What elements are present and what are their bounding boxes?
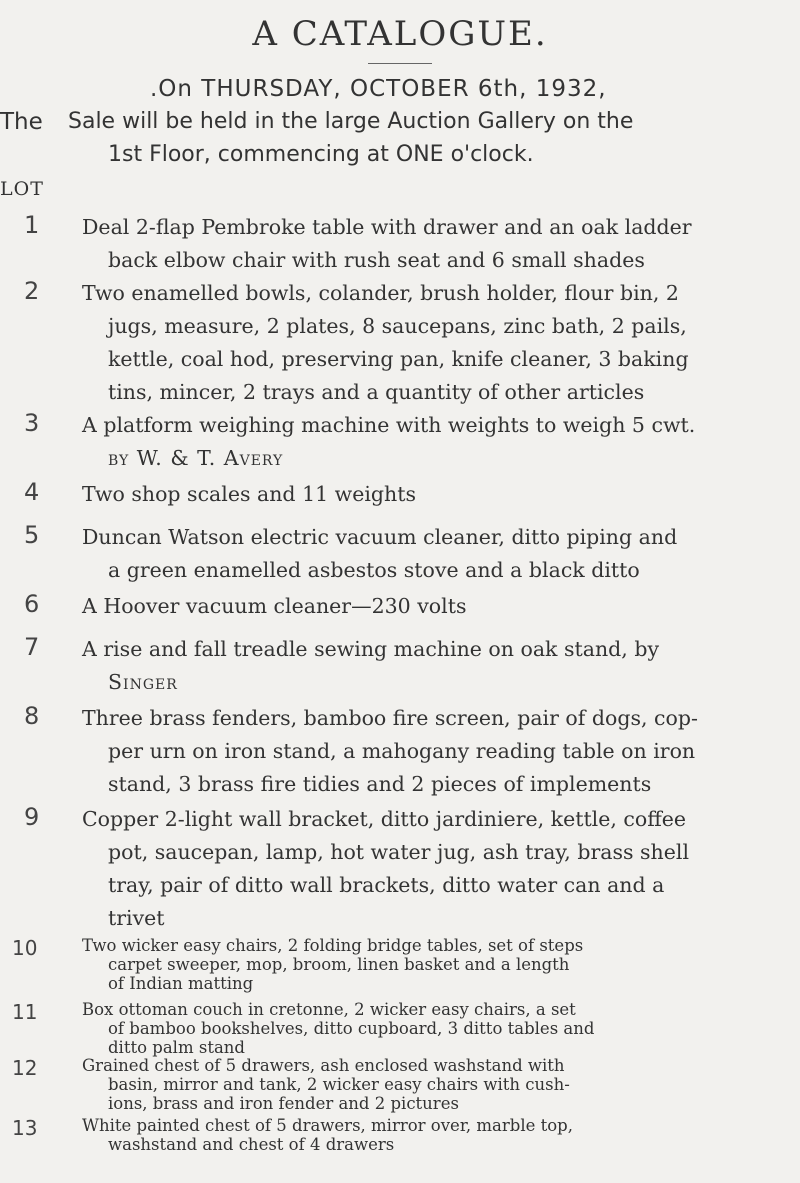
lot-description [82,590,784,623]
lot-line: per urn on iron stand, a mahogany reading table on iron [108,739,696,763]
lot-number: 2 [24,277,40,305]
lot-number: 13 [12,1116,38,1140]
lot-line: basin, mirror and tank, 2 wicker easy chairs with cush- [108,1075,570,1094]
lot-line: carpet sweeper, mop, broom, linen basket and a length [108,955,570,974]
lot-line: Duncan Watson electric vacuum cleaner, ditto piping and [82,525,678,549]
lot-line: A platform weighing machine with weights to weigh 5 cwt. [82,413,696,437]
lot-line: a green enamelled asbestos stove and a black ditto [108,558,640,582]
lot-description [82,1116,784,1154]
lot-description [82,803,784,935]
lot-number: 3 [24,409,40,437]
lot-line: jugs, measure, 2 plates, 8 saucepans, zinc bath, 2 pails, [108,314,687,338]
lot-number: 8 [24,702,40,730]
lot-line: washstand and chest of 4 drawers [108,1135,395,1154]
lot-description [82,633,784,699]
lot-line: ions, brass and iron fender and 2 pictures [108,1094,459,1113]
lot-line: tray, pair of ditto wall brackets, ditto water can and a [108,873,665,897]
lot-number: 1 [24,211,40,239]
lot-description [82,1000,784,1057]
lot-line: by W. & T. Avery [108,446,284,470]
lot-line: Two wicker easy chairs, 2 folding bridge tables, set of steps [82,936,584,955]
lot-description [82,521,784,587]
lot-line: Box ottoman couch in cretonne, 2 wicker easy chairs, a set [82,1000,576,1019]
lot-number: 12 [12,1056,38,1080]
lot-line: trivet [108,906,165,930]
lot-line: stand, 3 brass fire tidies and 2 pieces of implements [108,772,652,796]
lot-number: 9 [24,803,40,831]
lot-description [82,478,784,511]
lot-line: back elbow chair with rush seat and 6 small shades [108,248,645,272]
lot-description [82,1056,784,1113]
sale-dateline: .On THURSDAY, OCTOBER 6th, 1932, [150,76,607,102]
lot-number: 5 [24,521,40,549]
lot-line: Two shop scales and 11 weights [82,482,416,506]
lot-number: 4 [24,478,40,506]
sale-notice-line-1: Sale will be held in the large Auction Gallery on the [68,109,634,134]
lot-line: Grained chest of 5 drawers, ash enclosed washstand with [82,1056,565,1075]
lot-line: Three brass fenders, bamboo fire screen, pair of dogs, cop- [82,706,698,730]
lot-line: ditto palm stand [108,1038,245,1057]
lot-description [82,211,784,277]
lot-line: Copper 2-light wall bracket, ditto jardiniere, kettle, coffee [82,807,687,831]
lot-line: A Hoover vacuum cleaner—230 volts [82,594,467,618]
lot-number: 10 [12,936,38,960]
lot-line: pot, saucepan, lamp, hot water jug, ash tray, brass shell [108,840,689,864]
lot-description [82,936,784,993]
lot-line: A rise and fall treadle sewing machine on oak stand, by [82,637,660,661]
lot-number: 6 [24,590,40,618]
lot-line: tins, mincer, 2 trays and a quantity of other articles [108,380,645,404]
lot-description [82,409,784,475]
lot-line: Singer [108,670,178,694]
lot-line: of Indian matting [108,974,254,993]
lot-line: White painted chest of 5 drawers, mirror over, marble top, [82,1116,573,1135]
sale-notice-line-2: 1st Floor, commencing at ONE o'clock. [108,142,534,167]
lot-line: of bamboo bookshelves, ditto cupboard, 3 ditto tables and [108,1019,595,1038]
page-title: A CATALOGUE. [252,14,548,54]
lot-number: 7 [24,633,40,661]
sale-intro-word: The [0,109,43,135]
lot-number: 11 [12,1000,38,1024]
title-underline [368,63,432,64]
lot-line: kettle, coal hod, preserving pan, knife cleaner, 3 baking [108,347,689,371]
lot-line: Two enamelled bowls, colander, brush holder, flour bin, 2 [82,281,679,305]
lot-line: Deal 2-flap Pembroke table with drawer and an oak ladder [82,215,692,239]
lot-column-heading: LOT [0,178,44,200]
lot-description [82,702,784,801]
lot-description [82,277,784,409]
